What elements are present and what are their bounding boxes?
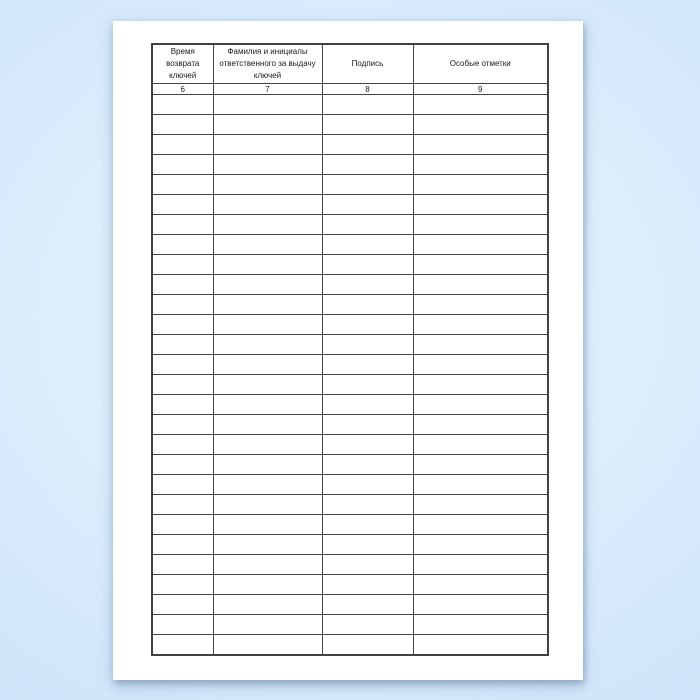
empty-cell: [152, 415, 213, 435]
empty-row: [152, 515, 548, 535]
empty-cell: [152, 475, 213, 495]
empty-cell: [213, 115, 322, 135]
empty-cell: [213, 615, 322, 635]
empty-cell: [322, 515, 413, 535]
empty-cell: [152, 435, 213, 455]
empty-cell: [152, 295, 213, 315]
empty-row: [152, 335, 548, 355]
empty-cell: [322, 555, 413, 575]
empty-cell: [152, 335, 213, 355]
empty-cell: [152, 315, 213, 335]
empty-row: [152, 415, 548, 435]
empty-cell: [213, 395, 322, 415]
empty-cell: [152, 135, 213, 155]
empty-cell: [213, 495, 322, 515]
empty-cell: [322, 315, 413, 335]
empty-cell: [322, 95, 413, 115]
empty-row: [152, 195, 548, 215]
empty-cell: [322, 575, 413, 595]
empty-cell: [413, 415, 548, 435]
empty-cell: [322, 475, 413, 495]
empty-row: [152, 95, 548, 115]
empty-row: [152, 355, 548, 375]
empty-cell: [213, 535, 322, 555]
empty-cell: [152, 215, 213, 235]
empty-cell: [152, 515, 213, 535]
empty-cell: [213, 295, 322, 315]
empty-cell: [213, 155, 322, 175]
empty-cell: [213, 175, 322, 195]
empty-cell: [152, 635, 213, 655]
column-number-cell: 9: [413, 84, 548, 95]
empty-cell: [413, 295, 548, 315]
col-header-special-notes: Особые отметки: [413, 44, 548, 84]
column-number-cell: 8: [322, 84, 413, 95]
empty-cell: [322, 135, 413, 155]
empty-row: [152, 275, 548, 295]
empty-cell: [152, 235, 213, 255]
empty-cell: [413, 315, 548, 335]
empty-cell: [413, 255, 548, 275]
empty-cell: [213, 555, 322, 575]
empty-cell: [213, 315, 322, 335]
empty-cell: [413, 475, 548, 495]
empty-cell: [322, 635, 413, 655]
empty-cell: [413, 155, 548, 175]
empty-cell: [413, 275, 548, 295]
empty-cell: [413, 615, 548, 635]
empty-cell: [413, 95, 548, 115]
empty-cell: [413, 335, 548, 355]
table-header-row: [152, 44, 548, 84]
empty-cell: [413, 635, 548, 655]
empty-row: [152, 575, 548, 595]
empty-row: [152, 115, 548, 135]
empty-cell: [152, 495, 213, 515]
empty-row: [152, 295, 548, 315]
empty-row: [152, 535, 548, 555]
empty-row: [152, 315, 548, 335]
empty-cell: [213, 595, 322, 615]
empty-cell: [322, 195, 413, 215]
empty-cell: [413, 535, 548, 555]
empty-cell: [213, 455, 322, 475]
empty-cell: [322, 535, 413, 555]
empty-cell: [413, 235, 548, 255]
empty-cell: [322, 215, 413, 235]
empty-cell: [152, 575, 213, 595]
empty-cell: [413, 135, 548, 155]
column-number-cell: 7: [213, 84, 322, 95]
empty-cell: [413, 455, 548, 475]
empty-cell: [213, 255, 322, 275]
table-header: [152, 44, 548, 95]
empty-cell: [152, 115, 213, 135]
empty-row: [152, 495, 548, 515]
empty-cell: [152, 395, 213, 415]
col-header-signature: Подпись: [322, 44, 413, 84]
empty-cell: [322, 395, 413, 415]
column-number-cell: 6: [152, 84, 213, 95]
key-return-log-table: [151, 43, 549, 656]
empty-cell: [213, 515, 322, 535]
empty-cell: [213, 235, 322, 255]
empty-cell: [213, 355, 322, 375]
empty-cell: [213, 275, 322, 295]
empty-cell: [413, 115, 548, 135]
empty-cell: [413, 355, 548, 375]
empty-cell: [213, 135, 322, 155]
empty-cell: [152, 175, 213, 195]
empty-cell: [152, 555, 213, 575]
empty-row: [152, 375, 548, 395]
empty-cell: [322, 435, 413, 455]
empty-cell: [213, 475, 322, 495]
empty-cell: [413, 435, 548, 455]
empty-cell: [413, 575, 548, 595]
empty-cell: [152, 595, 213, 615]
empty-cell: [213, 95, 322, 115]
empty-row: [152, 255, 548, 275]
empty-row: [152, 635, 548, 655]
empty-cell: [152, 155, 213, 175]
empty-cell: [322, 495, 413, 515]
document-page: [113, 21, 583, 680]
column-number-row: [152, 84, 548, 95]
empty-cell: [213, 575, 322, 595]
empty-cell: [322, 615, 413, 635]
empty-row: [152, 155, 548, 175]
empty-cell: [413, 555, 548, 575]
empty-cell: [413, 395, 548, 415]
empty-cell: [413, 195, 548, 215]
empty-cell: [213, 435, 322, 455]
empty-cell: [322, 295, 413, 315]
empty-cell: [413, 175, 548, 195]
empty-cell: [213, 215, 322, 235]
empty-cell: [152, 615, 213, 635]
empty-cell: [322, 115, 413, 135]
empty-cell: [152, 275, 213, 295]
empty-row: [152, 455, 548, 475]
empty-cell: [413, 515, 548, 535]
empty-cell: [413, 215, 548, 235]
empty-cell: [213, 195, 322, 215]
empty-row: [152, 595, 548, 615]
empty-cell: [152, 95, 213, 115]
empty-cell: [322, 335, 413, 355]
empty-cell: [322, 595, 413, 615]
empty-row: [152, 215, 548, 235]
empty-row: [152, 135, 548, 155]
empty-cell: [213, 635, 322, 655]
empty-cell: [322, 155, 413, 175]
empty-cell: [152, 355, 213, 375]
empty-cell: [322, 375, 413, 395]
empty-cell: [213, 375, 322, 395]
col-header-key-return-time: Время возврата ключей: [152, 44, 213, 84]
empty-cell: [322, 355, 413, 375]
empty-cell: [213, 335, 322, 355]
empty-row: [152, 175, 548, 195]
empty-cell: [322, 275, 413, 295]
empty-cell: [413, 495, 548, 515]
empty-cell: [152, 255, 213, 275]
empty-cell: [152, 375, 213, 395]
empty-row: [152, 395, 548, 415]
empty-cell: [213, 415, 322, 435]
empty-cell: [322, 255, 413, 275]
empty-row: [152, 615, 548, 635]
empty-row: [152, 555, 548, 575]
empty-cell: [152, 195, 213, 215]
empty-cell: [322, 455, 413, 475]
table-body: [152, 95, 548, 655]
empty-row: [152, 475, 548, 495]
empty-row: [152, 235, 548, 255]
col-header-responsible-person: Фамилия и инициалы ответственного за выдачу ключей: [213, 44, 322, 84]
empty-row: [152, 435, 548, 455]
empty-cell: [322, 235, 413, 255]
empty-cell: [152, 535, 213, 555]
empty-cell: [152, 455, 213, 475]
empty-cell: [322, 175, 413, 195]
empty-cell: [413, 595, 548, 615]
empty-cell: [413, 375, 548, 395]
empty-cell: [322, 415, 413, 435]
